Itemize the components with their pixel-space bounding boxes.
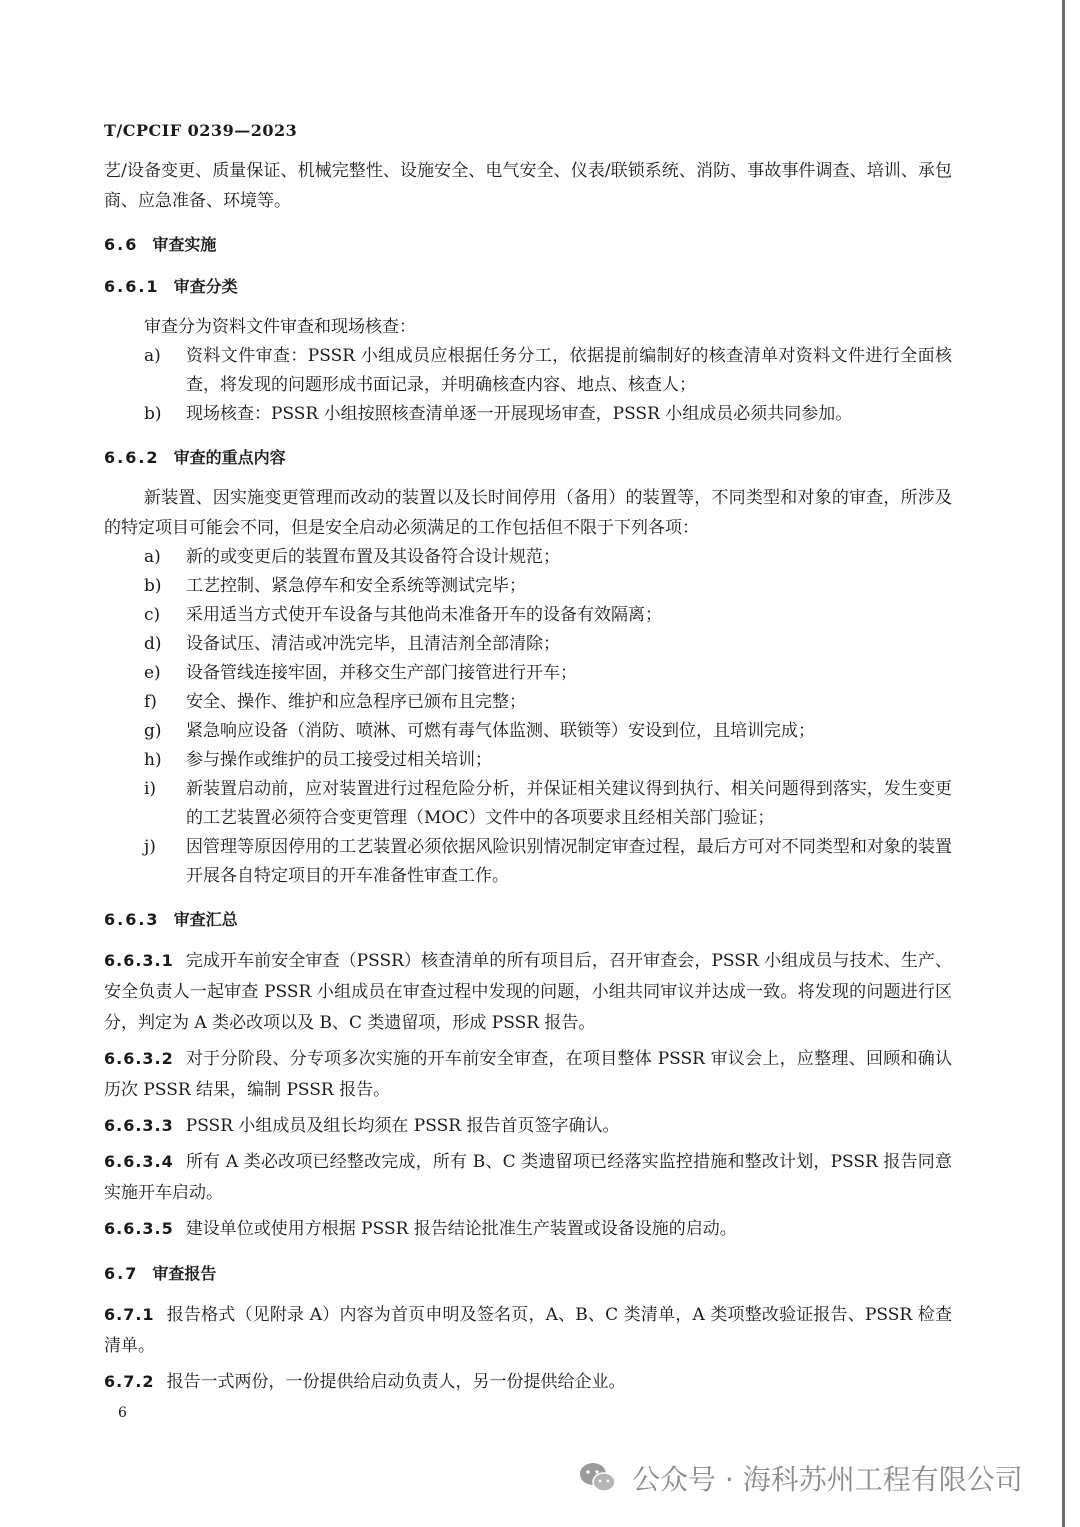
list-marker: g): [144, 721, 162, 741]
clause: [104, 1299, 952, 1362]
clause: [104, 1213, 952, 1245]
list-text: 因管理等原因停用的工艺装置必须依据风险识别情况制定审查过程，最后方可对不同类型和对象的装置开展各自特定项目的开车准备性审查工作。: [186, 837, 952, 886]
section-lead: 新装置、因实施变更管理而改动的装置以及长时间停用（备用）的装置等，不同类型和对象的审查，所涉及的特定项目可能会不同，但是安全启动必须满足的工作包括但不限于下列各项：: [104, 488, 952, 538]
list-item: [104, 688, 952, 717]
clause-number: 6.6.3.4: [104, 1152, 174, 1171]
list-marker: b): [144, 404, 162, 424]
clause-number: 6.6.3.5: [104, 1219, 174, 1238]
list-text: 安全、操作、维护和应急程序已颁布且完整；: [186, 692, 526, 712]
list-item: [104, 659, 952, 688]
clause-number: 6.6.3.3: [104, 1116, 174, 1135]
section-title: 审查报告: [152, 1264, 217, 1283]
list-text: 设备管线连接牢固，并移交生产部门接管进行开车；: [186, 663, 577, 683]
list-item: [104, 746, 952, 775]
list-text: 设备试压、清洁或冲洗完毕，且清洁剂全部清除；: [186, 634, 560, 654]
list-marker: e): [144, 663, 161, 683]
list-text: 采用适当方式使开车设备与其他尚未准备开车的设备有效隔离；: [186, 605, 662, 625]
clause-text: 完成开车前安全审查（PSSR）核查清单的所有项目后，召开审查会，PSSR 小组成员与技术、生产、安全负责人一起审查 PSSR 小组成员在审查过程中发现的问题，小组共同审议并达成一致。将发现的问题进行区分，判定为 A 类必改项以及 B、C 类遗留项，形成 PSSR 报告。: [104, 951, 952, 1033]
list-marker: a): [144, 547, 161, 567]
list-item: [104, 342, 952, 400]
section-number: 6.7: [104, 1264, 139, 1283]
section-title: 审查分类: [173, 277, 238, 296]
list-text: 新装置启动前，应对装置进行过程危险分析，并保证相关建议得到执行、相关问题得到落实，发生变更的工艺装置必须符合变更管理（MOC）文件中的各项要求且经相关部门验证；: [186, 779, 952, 828]
list-marker: i): [144, 779, 157, 799]
section-number: 6.6.1: [104, 277, 160, 296]
list: [104, 342, 952, 429]
clause-text: 对于分阶段、分专项多次实施的开车前安全审查，在项目整体 PSSR 审议会上，应整理、回顾和确认历次 PSSR 结果，编制 PSSR 报告。: [104, 1049, 952, 1100]
clause: [104, 1110, 952, 1142]
page-number: 6: [118, 1405, 127, 1421]
wechat-icon: [578, 1461, 618, 1495]
list-text: 紧急响应设备（消防、喷淋、可燃有毒气体监测、联锁等）安设到位，且培训完成；: [186, 721, 815, 741]
list-item: [104, 601, 952, 630]
list-marker: b): [144, 576, 162, 596]
list-item: [104, 717, 952, 746]
clause-text: 建设单位或使用方根据 PSSR 报告结论批准生产装置或设备设施的启动。: [185, 1219, 737, 1239]
clause-text: PSSR 小组成员及组长均须在 PSSR 报告首页签字确认。: [185, 1116, 620, 1136]
list: [104, 543, 952, 891]
list-marker: h): [144, 750, 162, 770]
list-text: 工艺控制、紧急停车和安全系统等测试完毕；: [186, 576, 526, 596]
section-heading: [104, 907, 952, 933]
section-title: 审查汇总: [173, 910, 238, 929]
standard-code: T/CPCIF 0239—2023: [104, 121, 298, 140]
clause-number: 6.6.3.1: [104, 951, 174, 970]
section-number: 6.6.2: [104, 448, 160, 467]
clause-number: 6.6.3.2: [104, 1049, 174, 1068]
list-marker: f): [144, 692, 157, 712]
section-heading: [104, 445, 952, 471]
section-title: 审查的重点内容: [173, 448, 286, 467]
list-item: [104, 775, 952, 833]
clause: [104, 1043, 952, 1106]
section-number: 6.6.3: [104, 910, 160, 929]
page-content: [104, 156, 952, 1402]
list-marker: d): [144, 634, 162, 654]
list-marker: a): [144, 346, 161, 366]
watermark: [578, 1458, 1023, 1498]
clause-text: 所有 A 类必改项已经整改完成，所有 B、C 类遗留项已经落实监控措施和整改计划，PSSR 报告同意实施开车启动。: [104, 1152, 952, 1203]
list-marker: j): [144, 837, 156, 857]
section-number: 6.6: [104, 235, 139, 254]
clause-number: 6.7.1: [104, 1305, 155, 1324]
clause-text: 报告一式两份，一份提供给启动负责人，另一份提供给企业。: [166, 1372, 626, 1392]
list-text: 参与操作或维护的员工接受过相关培训；: [186, 750, 492, 770]
list-item: [104, 543, 952, 572]
watermark-text: 公众号 · 海科苏州工程有限公司: [632, 1463, 1023, 1496]
list-text: 现场核查：PSSR 小组按照核查清单逐一开展现场审查，PSSR 小组成员必须共同参加。: [186, 404, 853, 424]
list-marker: c): [144, 605, 161, 625]
clause-number: 6.7.2: [104, 1372, 155, 1391]
section-lead: 审查分为资料文件审查和现场核查：: [144, 317, 416, 337]
intro-continuation: 艺/设备变更、质量保证、机械完整性、设施安全、电气安全、仪表/联锁系统、消防、事故事件调查、培训、承包商、应急准备、环境等。: [104, 161, 952, 211]
section-heading: [104, 1261, 952, 1287]
page-edge-rule: [1062, 0, 1065, 1527]
section-title: 审查实施: [152, 235, 217, 254]
section-heading: [104, 232, 952, 258]
list-text: 新的或变更后的装置布置及其设备符合设计规范；: [186, 547, 560, 567]
list-item: [104, 572, 952, 601]
list-text: 资料文件审查：PSSR 小组成员应根据任务分工，依据提前编制好的核查清单对资料文件进行全面核查，将发现的问题形成书面记录，并明确核查内容、地点、核查人；: [186, 346, 952, 395]
clause: [104, 1366, 952, 1398]
list-item: [104, 400, 952, 429]
section-heading: [104, 274, 952, 300]
list-item: [104, 630, 952, 659]
list-item: [104, 833, 952, 891]
clause-text: 报告格式（见附录 A）内容为首页申明及签名页，A、B、C 类清单，A 类项整改验证报告、PSSR 检查清单。: [104, 1305, 952, 1356]
clause: [104, 945, 952, 1039]
clause: [104, 1146, 952, 1209]
